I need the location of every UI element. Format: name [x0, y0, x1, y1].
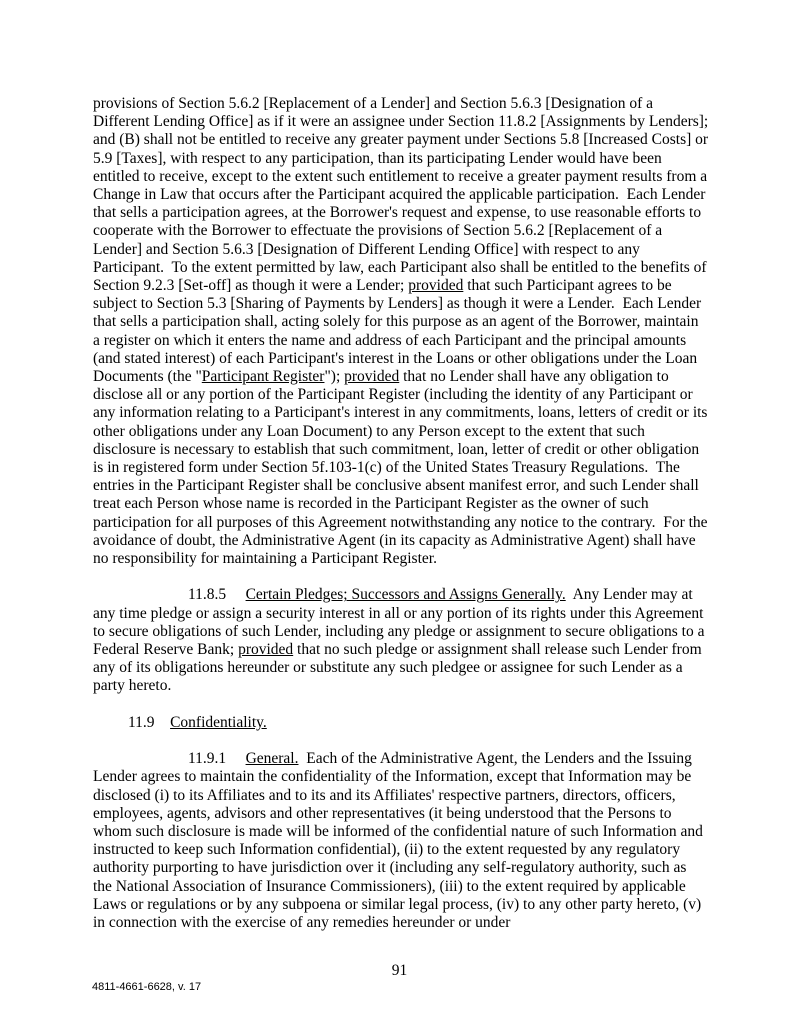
underlined-text-run: provided [238, 641, 294, 659]
section-11-9-1-general [93, 750, 709, 932]
underlined-text-run: provided [408, 277, 464, 295]
page-body [93, 95, 713, 932]
text-run: provisions of Section 5.6.2 [Replacement of a Lender] and Section 5.6.3 [Designation of a Different Lending Office] as if it were an assignee under Section 11.8.2 [Assignments by Lenders]; and (B) shall not be entitled to receive any greater payment under Sections 5.8 [Increased Costs] or 5.9 [Taxes], with respect to any participation, than its participating Lender would have been entitled to receive, except to the extent such entitlement to receive a greater payment results from a Change in Law that occurs after the Participant acquired the applicable participation. Each Lender that sells a participation agrees, at the Borrower's request and expense, to use reasonable efforts to cooperate with the Borrower to effectuate the provisions of Section 5.6.2 [Replacement of a Lender] and Section 5.6.3 [Designation of Different Lending Office] with respect to any Participant. To the extent permitted by law, each Participant also shall be entitled to the benefits of Section 9.2.3 [Set-off] as though it were a Lender; [93, 95, 713, 295]
paragraph-participations-continued [93, 95, 713, 568]
underlined-text-run: Certain Pledges; Successors and Assigns Generally. [245, 586, 566, 604]
text-run: Any Lender may at any time pledge or assign a security interest in all or any portion of its rights under this Agreement to secure obligations of such Lender, including any pledge or assignment to secure obligations to a Federal Reserve Bank; [93, 586, 709, 659]
page-number: 91 [391, 962, 408, 979]
underlined-text-run: Confidentiality. [170, 713, 267, 731]
underlined-text-run: provided [344, 368, 400, 386]
text-run: Each of the Administrative Agent, the Lenders and the Issuing Lender agrees to maintain the confidentiality of the Information, except that Information may be disclosed (i) to its Affiliates and to its and its Affiliates' respective partners, directors, officers, employees, agents, advisors and other representatives (it being understood that the Persons to whom such disclosure is made will be informed of the confidential nature of such Information and instructed to keep such Information confidential), (ii) to the extent requested by any regulatory authority purporting to have jurisdiction over it (including any self-regulatory authority, such as the National Association of Insurance Commissioners), (iii) to the extent required by applicable Laws or regulations or by any subpoena or similar legal process, (iv) to any other party hereto, (v) in connection with the exercise of any remedies hereunder or under [93, 750, 707, 932]
section-11-8-5-certain-pledges [93, 586, 709, 695]
text-run: that no such pledge or assignment shall release such Lender from any of its obligations hereunder or substitute any such pledgee or assignee for such Lender as a party hereto. [93, 641, 706, 695]
document-control-number: 4811-4661-6628, v. 17 [92, 981, 202, 993]
section-heading-11-9-confidentiality [93, 714, 709, 732]
text-run: that such Participant agrees to be subject to Section 5.3 [Sharing of Payments by Lenders] as though it were a Lender. Each Lender that sells a participation shall, acting solely for this purpose as an agent of the Borrower, maintain a register on which it enters the name and address of each Participant and the principal amounts (and stated interest) of each Participant's interest in the Loans or other obligations under the Loan Documents (the " [93, 277, 706, 386]
underlined-text-run: Participant Register [201, 368, 325, 386]
underlined-text-run: General. [245, 750, 299, 768]
text-run: "); [324, 368, 345, 386]
text-run: 11.9.1 [188, 750, 246, 768]
text-run: 11.8.5 [188, 586, 246, 604]
text-run: 11.9 [128, 713, 171, 731]
text-run: that no Lender shall have any obligation to disclose all or any portion of the Participant Register (including the identity of any Participant or any information relating to a Participant's interest in any commitments, loans, letters of credit or its other obligations under any Loan Document) to any Person except to the extent that such disclosure is necessary to establish that such commitment, loan, letter of credit or other obligation is in registered form under Section 5f.103-1(c) of the United States Treasury Regulations. The entries in the Participant Register shall be conclusive absent manifest error, and such Lender shall treat each Person whose name is recorded in the Participant Register as the owner of such participation for all purposes of this Agreement notwithstanding any notice to the contrary. For the avoidance of doubt, the Administrative Agent (in its capacity as Administrative Agent) shall have no responsibility for maintaining a Participant Register. [93, 368, 712, 568]
